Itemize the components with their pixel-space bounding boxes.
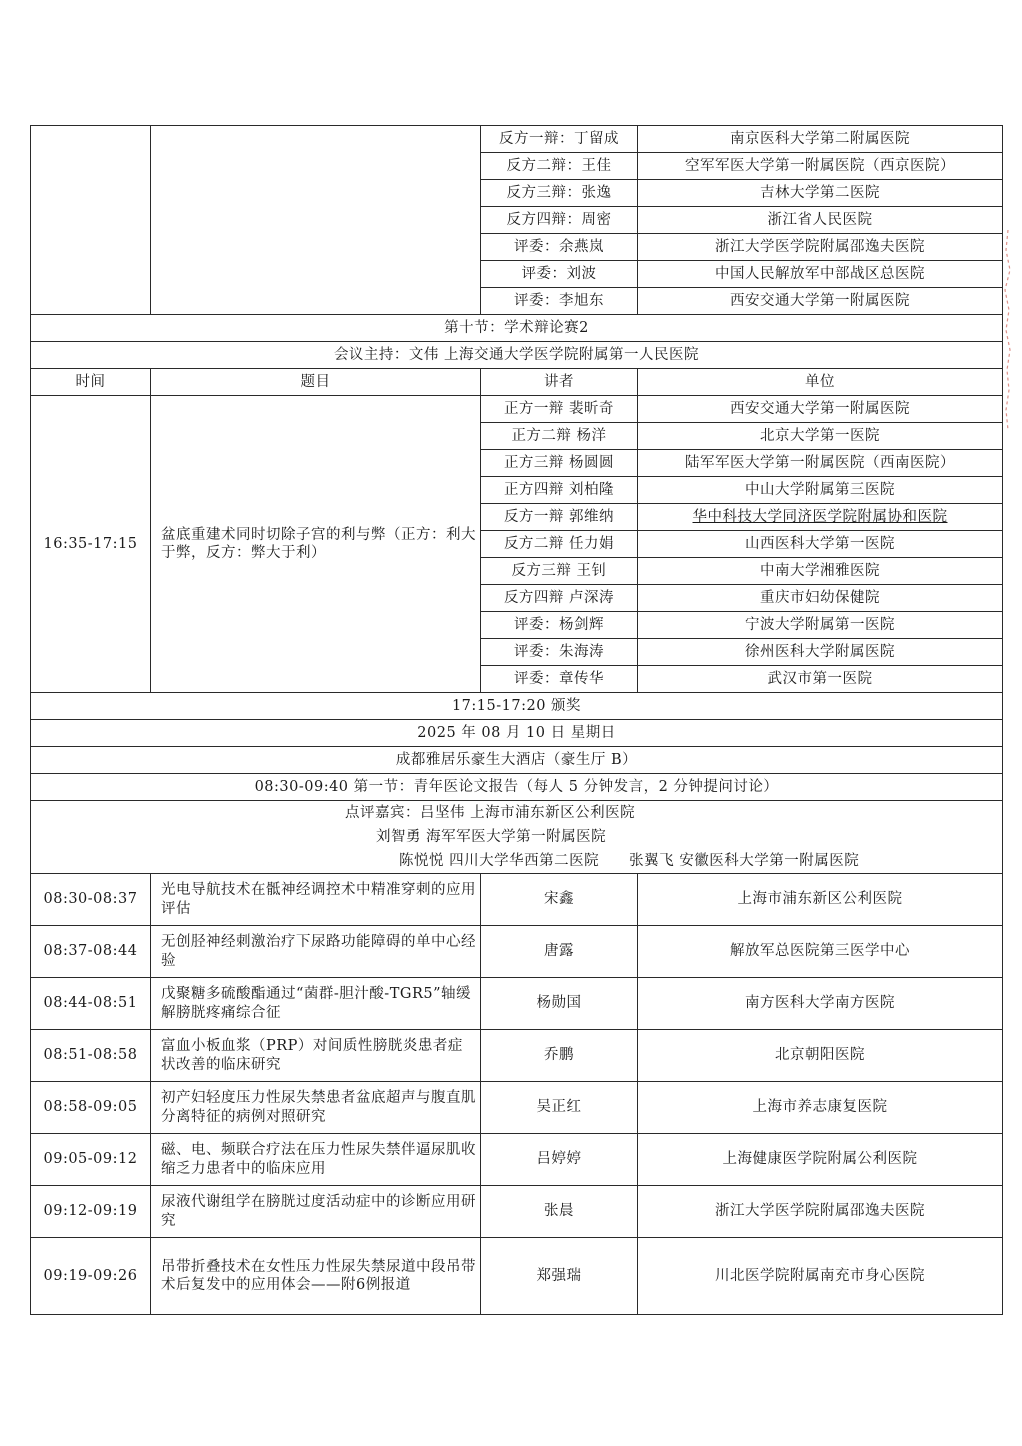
unit-cell: 浙江大学医学院附属邵逸夫医院 <box>638 234 1003 261</box>
unit-cell: 西安交通大学第一附属医院 <box>638 396 1003 423</box>
talk-time: 09:12-09:19 <box>31 1186 151 1238</box>
talk-speaker: 唐露 <box>481 926 638 978</box>
talk-time: 08:58-09:05 <box>31 1082 151 1134</box>
talk-speaker: 杨勋国 <box>481 978 638 1030</box>
speaker-cell: 评委：朱海涛 <box>481 639 638 666</box>
table-row <box>31 978 1003 1030</box>
header-speaker: 讲者 <box>481 369 638 396</box>
debate-topic: 盆底重建术同时切除子宫的利与弊（正方：利大于弊，反方：弊大于利） <box>151 396 481 693</box>
talk-unit: 浙江大学医学院附属邵逸夫医院 <box>638 1186 1003 1238</box>
section1-title: 08:30-09:40 第一节：青年医论文报告（每人 5 分钟发言，2 分钟提问讨论） <box>31 774 1003 801</box>
speaker-cell: 评委：刘波 <box>481 261 638 288</box>
talk-unit: 上海市浦东新区公利医院 <box>638 874 1003 926</box>
talk-speaker: 吴正红 <box>481 1082 638 1134</box>
unit-cell <box>638 504 1003 531</box>
section-hosts-row <box>31 801 1003 874</box>
talk-time: 08:51-08:58 <box>31 1030 151 1082</box>
unit-cell: 中南大学湘雅医院 <box>638 558 1003 585</box>
talk-time: 08:37-08:44 <box>31 926 151 978</box>
speaker-cell: 评委：李旭东 <box>481 288 638 315</box>
venue-row <box>31 747 1003 774</box>
speaker-cell: 反方一辩 郭维纳 <box>481 504 638 531</box>
section1-hosts <box>31 801 1003 874</box>
award-row <box>31 693 1003 720</box>
talk-speaker: 郑强瑞 <box>481 1238 638 1315</box>
talk-speaker: 乔鹏 <box>481 1030 638 1082</box>
speaker-cell: 正方三辩 杨圆圆 <box>481 450 638 477</box>
talk-unit: 上海市养志康复医院 <box>638 1082 1003 1134</box>
unit-cell: 空军军医大学第一附属医院（西京医院） <box>638 153 1003 180</box>
hosts-line-1: 点评嘉宾：吕坚伟 上海市浦东新区公利医院 <box>345 805 636 821</box>
talk-topic: 富血小板血浆（PRP）对间质性膀胱炎患者症状改善的临床研究 <box>151 1030 481 1082</box>
unit-text-underlined: 华中科技大学同济医学院附属协和医院 <box>692 508 948 525</box>
speaker-cell: 评委：杨剑辉 <box>481 612 638 639</box>
section10-title: 第十节：学术辩论赛2 <box>31 315 1003 342</box>
unit-cell: 武汉市第一医院 <box>638 666 1003 693</box>
section-host-row <box>31 342 1003 369</box>
section10-host: 会议主持：文伟 上海交通大学医学院附属第一人民医院 <box>31 342 1003 369</box>
talk-topic: 无创胫神经刺激治疗下尿路功能障碍的单中心经验 <box>151 926 481 978</box>
speaker-cell: 正方四辩 刘柏隆 <box>481 477 638 504</box>
speaker-cell: 反方四辩 卢深涛 <box>481 585 638 612</box>
award-text: 17:15-17:20 颁奖 <box>31 693 1003 720</box>
talk-unit: 上海健康医学院附属公利医院 <box>638 1134 1003 1186</box>
hosts-line-2: 刘智勇 海军军医大学第一附属医院 <box>376 829 607 845</box>
unit-cell: 北京大学第一医院 <box>638 423 1003 450</box>
section-title-row <box>31 315 1003 342</box>
unit-cell: 徐州医科大学附属医院 <box>638 639 1003 666</box>
talk-time: 09:05-09:12 <box>31 1134 151 1186</box>
talk-speaker: 张晨 <box>481 1186 638 1238</box>
topic-cell-empty <box>151 126 481 315</box>
date-text: 2025 年 08 月 10 日 星期日 <box>31 720 1003 747</box>
unit-cell: 中山大学附属第三医院 <box>638 477 1003 504</box>
talk-topic: 光电导航技术在骶神经调控术中精准穿刺的应用评估 <box>151 874 481 926</box>
talk-speaker: 吕婷婷 <box>481 1134 638 1186</box>
hosts-line-3a: 陈悦悦 四川大学华西第二医院 <box>399 853 600 869</box>
unit-cell: 陆军军医大学第一附属医院（西南医院） <box>638 450 1003 477</box>
header-topic: 题目 <box>151 369 481 396</box>
talk-topic: 吊带折叠技术在女性压力性尿失禁尿道中段吊带术后复发中的应用体会——附6例报道 <box>151 1238 481 1315</box>
hosts-line-3 <box>31 849 1002 873</box>
unit-cell: 宁波大学附属第一医院 <box>638 612 1003 639</box>
table-row <box>31 1082 1003 1134</box>
speaker-cell: 反方三辩 王钊 <box>481 558 638 585</box>
talk-topic: 戊聚糖多硫酸酯通过“菌群-胆汁酸-TGR5”轴缓解膀胱疼痛综合征 <box>151 978 481 1030</box>
section-title-row <box>31 774 1003 801</box>
speaker-cell: 正方一辩 裴昕奇 <box>481 396 638 423</box>
header-row <box>31 369 1003 396</box>
talk-speaker: 宋鑫 <box>481 874 638 926</box>
talk-unit: 解放军总医院第三医学中心 <box>638 926 1003 978</box>
talk-topic: 磁、电、频联合疗法在压力性尿失禁伴逼尿肌收缩乏力患者中的临床应用 <box>151 1134 481 1186</box>
talk-time: 09:19-09:26 <box>31 1238 151 1315</box>
table-row <box>31 1134 1003 1186</box>
talk-time: 08:30-08:37 <box>31 874 151 926</box>
speaker-cell: 反方三辩：张逸 <box>481 180 638 207</box>
unit-cell: 中国人民解放军中部战区总医院 <box>638 261 1003 288</box>
debate-time: 16:35-17:15 <box>31 396 151 693</box>
header-unit: 单位 <box>638 369 1003 396</box>
talk-time: 08:44-08:51 <box>31 978 151 1030</box>
unit-cell: 南京医科大学第二附属医院 <box>638 126 1003 153</box>
table-row <box>31 874 1003 926</box>
speaker-cell: 评委：余燕岚 <box>481 234 638 261</box>
talk-unit: 南方医科大学南方医院 <box>638 978 1003 1030</box>
schedule-table <box>30 125 1003 1315</box>
speaker-cell: 反方二辩 任力娟 <box>481 531 638 558</box>
time-cell-empty <box>31 126 151 315</box>
table-row <box>31 396 1003 423</box>
speaker-cell: 评委：章传华 <box>481 666 638 693</box>
hosts-line-3b: 张翼飞 安徽医科大学第一附属医院 <box>629 853 860 869</box>
table-row <box>31 1238 1003 1315</box>
venue-text: 成都雅居乐豪生大酒店（豪生厅 B） <box>31 747 1003 774</box>
unit-cell: 浙江省人民医院 <box>638 207 1003 234</box>
unit-cell: 西安交通大学第一附属医院 <box>638 288 1003 315</box>
talk-topic: 尿液代谢组学在膀胱过度活动症中的诊断应用研究 <box>151 1186 481 1238</box>
speaker-cell: 反方二辩：王佳 <box>481 153 638 180</box>
table-row <box>31 926 1003 978</box>
speaker-cell: 反方四辩：周密 <box>481 207 638 234</box>
talk-topic: 初产妇轻度压力性尿失禁患者盆底超声与腹直肌分离特征的病例对照研究 <box>151 1082 481 1134</box>
speaker-cell: 反方一辩：丁留成 <box>481 126 638 153</box>
unit-cell: 重庆市妇幼保健院 <box>638 585 1003 612</box>
header-time: 时间 <box>31 369 151 396</box>
table-row <box>31 126 1003 153</box>
table-row <box>31 1030 1003 1082</box>
talk-unit: 北京朝阳医院 <box>638 1030 1003 1082</box>
table-row <box>31 1186 1003 1238</box>
unit-cell: 山西医科大学第一医院 <box>638 531 1003 558</box>
talk-unit: 川北医学院附属南充市身心医院 <box>638 1238 1003 1315</box>
speaker-cell: 正方二辩 杨洋 <box>481 423 638 450</box>
unit-cell: 吉林大学第二医院 <box>638 180 1003 207</box>
date-row <box>31 720 1003 747</box>
